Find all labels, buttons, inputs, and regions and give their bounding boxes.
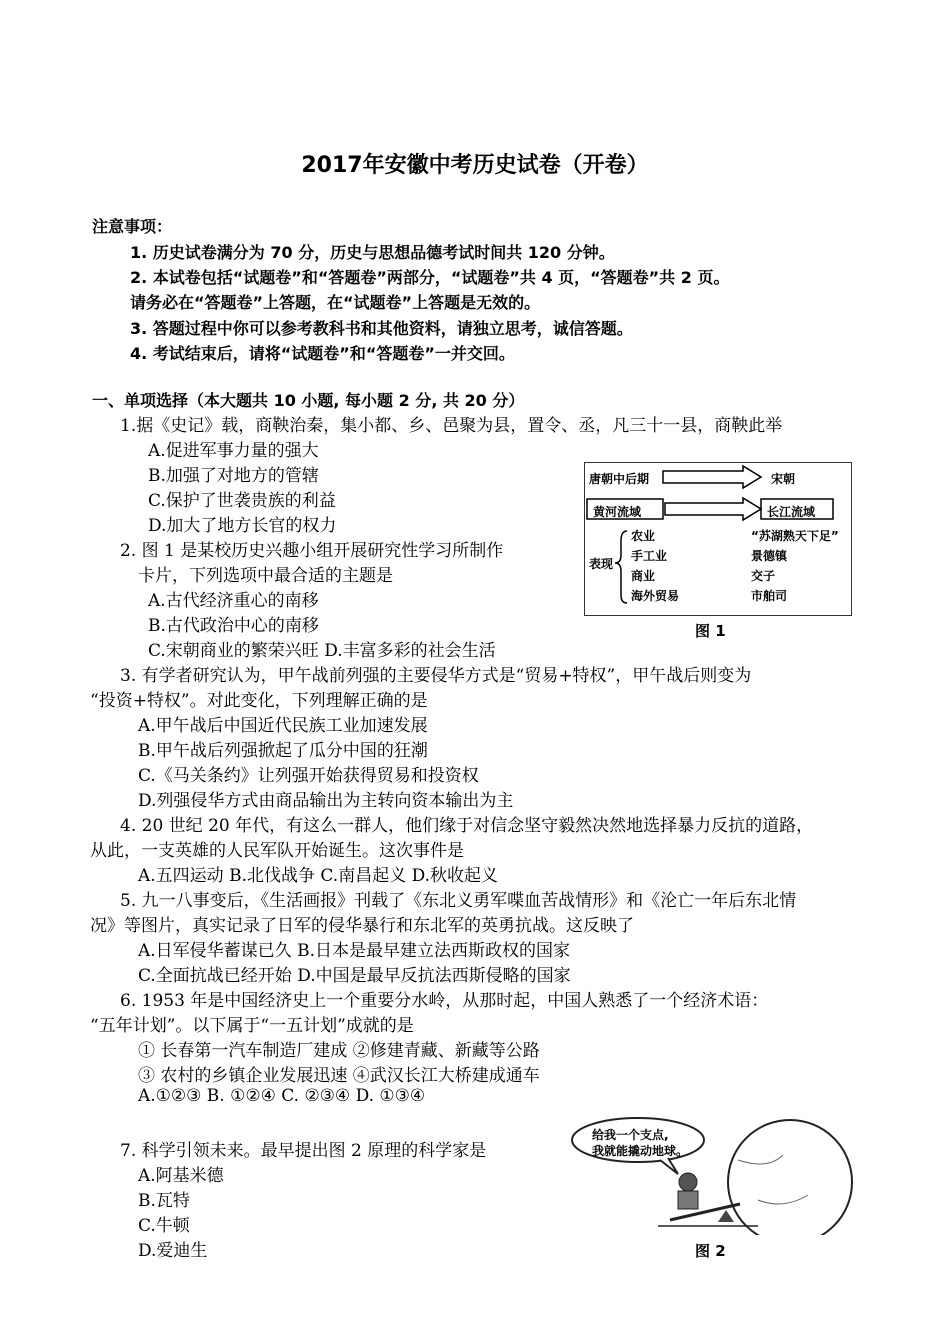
option: B.瓦特 [138, 1191, 190, 1211]
figure-1-row-left: 手工业 [631, 549, 668, 563]
option: B.甲午战后列强掀起了瓜分中国的狂潮 [138, 741, 428, 761]
option: A.促进军事力量的强大 [148, 441, 319, 461]
figure-1-row-right: 交子 [751, 569, 776, 583]
option: D.爱迪生 [138, 1241, 208, 1261]
question-stem: 2. 图 1 是某校历史兴趣小组开展研究性学习所制作 [120, 541, 504, 561]
question-stem: 3. 有学者研究认为，甲午战前列强的主要侵华方式是“贸易+特权”，甲午战后则变为 [120, 666, 752, 686]
notice-line: 1. 历史试卷满分为 70 分，历史与思想品德考试时间共 120 分钟。 [130, 243, 615, 262]
option: B.古代政治中心的南移 [148, 616, 319, 636]
notice-line: 4. 考试结束后，请将“试题卷”和“答题卷”一并交回。 [130, 344, 515, 363]
figure-1-caption: 图 1 [695, 622, 726, 640]
option: C.宋朝商业的繁荣兴旺 D.丰富多彩的社会生活 [148, 641, 496, 661]
question-stem: 况》等图片，真实记录了日军的侵华暴行和东北军的英勇抗战。这反映了 [90, 916, 634, 936]
notice-line: 2. 本试卷包括“试题卷”和“答题卷”两部分，“试题卷”共 4 页，“答题卷”共 2 页。 [130, 268, 730, 287]
question-stem: 从此，一支英雄的人民军队开始诞生。这次事件是 [90, 841, 464, 861]
option: B.加强了对地方的管辖 [148, 466, 319, 486]
notice-line: 3. 答题过程中你可以参考教科书和其他资料，请独立思考，诚信答题。 [130, 319, 633, 338]
option: A.五四运动 B.北伐战争 C.南昌起义 D.秋收起义 [138, 866, 499, 886]
option: A.阿基米德 [138, 1166, 224, 1186]
option: A.日军侵华蓄谋已久 B.日本是最早建立法西斯政权的国家 [138, 941, 570, 961]
notice-line: 请务必在“答题卷”上答题，在“试题卷”上答题是无效的。 [130, 293, 541, 312]
option: A.①②③ B. ①②④ C. ②③④ D. ①③④ [138, 1086, 426, 1106]
option: A.甲午战后中国近代民族工业加速发展 [138, 716, 428, 736]
figure-1-row-right: 市舶司 [751, 589, 788, 603]
question-stem: 5. 九一八事变后，《生活画报》刊载了《东北义勇军喋血苦战情形》和《沦亡一年后东北情 [120, 891, 797, 911]
question-stem: “投资+特权”。对此变化，下列理解正确的是 [90, 691, 428, 711]
figure-2-bubble-line: 我就能撬动地球。 [592, 1144, 689, 1158]
figure-1-row-right: “苏湖熟天下足” [751, 529, 839, 543]
option: A.古代经济重心的南移 [148, 591, 319, 611]
notice-heading: 注意事项： [92, 217, 173, 236]
figure-1-left-top: 唐朝中后期 [589, 472, 650, 486]
list-item: ③ 农村的乡镇企业发展迅速 ④武汉长江大桥建成通车 [138, 1066, 540, 1086]
figure-1-label: 表现 [589, 557, 614, 571]
question-stem: 卡片，下列选项中最合适的主题是 [138, 566, 393, 586]
question-stem: 1.据《史记》载，商鞅治秦，集小都、乡、邑聚为县，置令、丞，凡三十一县，商鞅此举 [120, 416, 783, 436]
option: D.列强侵华方式由商品输出为主转向资本输出为主 [138, 791, 514, 811]
figure-2-caption: 图 2 [695, 1242, 726, 1260]
option: D.加大了地方长官的权力 [148, 516, 337, 536]
question-stem: 7. 科学引领未来。最早提出图 2 原理的科学家是 [120, 1141, 487, 1161]
figure-1-left-mid: 黄河流域 [593, 505, 642, 519]
figure-1 [584, 462, 852, 616]
figure-1-right-mid: 长江流域 [767, 505, 816, 519]
option: C.牛顿 [138, 1216, 190, 1236]
option: C.保护了世袭贵族的利益 [148, 491, 336, 511]
question-stem: “五年计划”。以下属于“一五计划”成就的是 [90, 1016, 414, 1036]
list-item: ① 长春第一汽车制造厂建成 ②修建青藏、新藏等公路 [138, 1041, 540, 1061]
section-heading: 一、单项选择（本大题共 10 小题, 每小题 2 分, 共 20 分） [92, 391, 525, 410]
figure-1-row-left: 海外贸易 [631, 589, 680, 603]
question-stem: 6. 1953 年是中国经济史上一个重要分水岭，从那时起，中国人熟悉了一个经济术语： [120, 991, 769, 1011]
figure-2-bubble-line: 给我一个支点, [592, 1128, 669, 1142]
figure-2-illustration [568, 1100, 858, 1235]
figure-1-right-top: 宋朝 [771, 472, 796, 486]
figure-1-row-left: 农业 [631, 529, 656, 543]
question-stem: 4. 20 世纪 20 年代，有这么一群人，他们缘于对信念坚守毅然决然地选择暴力反抗的道路， [120, 816, 814, 836]
option: C.全面抗战已经开始 D.中国是最早反抗法西斯侵略的国家 [138, 966, 571, 986]
page-title: 2017年安徽中考历史试卷（开卷） [301, 153, 649, 178]
option: C.《马关条约》让列强开始获得贸易和投资权 [138, 766, 479, 786]
figure-1-row-left: 商业 [631, 569, 656, 583]
figure-1-row-right: 景德镇 [751, 549, 788, 563]
